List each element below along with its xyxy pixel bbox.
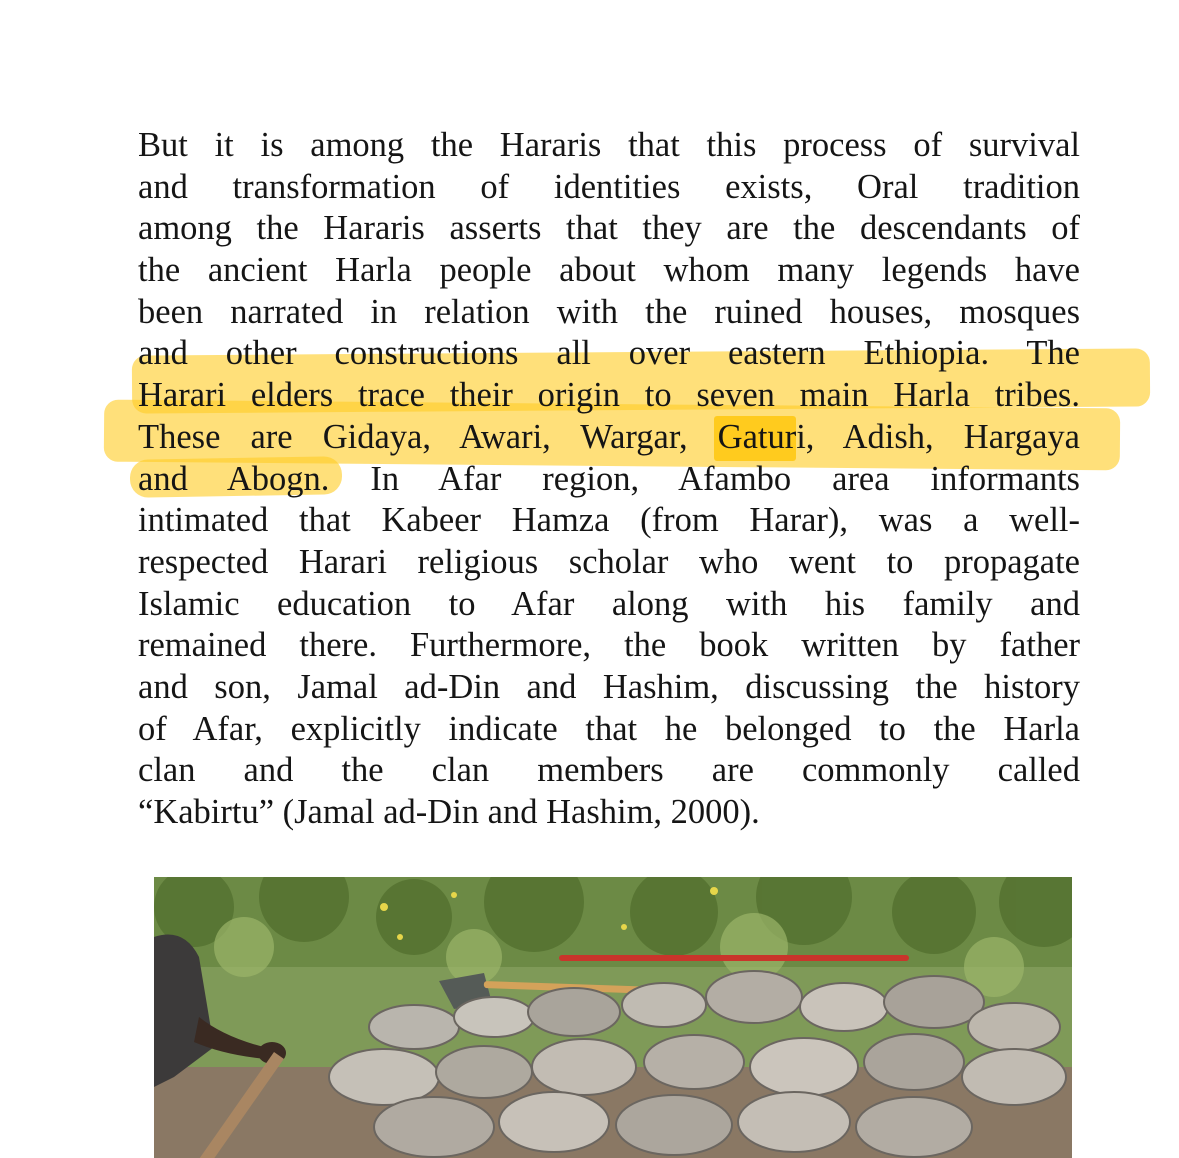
paragraph-line: respected Harari religious scholar who went to propagate — [138, 542, 1080, 581]
paragraph-line: “Kabirtu” (Jamal ad-Din and Hashim, 2000). — [138, 793, 760, 831]
paragraph-line: Harari elders trace their origin to seven main Harla tribes. — [138, 376, 1080, 415]
stone-pile-photo — [154, 877, 1072, 1158]
paragraph-line: among the Hararis asserts that they are the descendants of — [138, 209, 1080, 248]
body-paragraph — [138, 125, 1080, 834]
paragraph-line: These are Gidaya, Awari, Wargar, Gaturi, Adish, Hargaya — [138, 417, 1080, 456]
paragraph-line: the ancient Harla people about whom many legends have — [138, 251, 1080, 290]
paragraph-line: and Abogn. In Afar region, Afambo area informants — [138, 459, 1080, 498]
paragraph-line: intimated that Kabeer Hamza (from Harar), was a well- — [138, 501, 1080, 540]
paragraph-line: and son, Jamal ad-Din and Hashim, discussing the history — [138, 667, 1080, 706]
paragraph-line: been narrated in relation with the ruined houses, mosques — [138, 292, 1080, 331]
paragraph-line: and other constructions all over eastern Ethiopia. The — [138, 334, 1080, 373]
paragraph-line: remained there. Furthermore, the book written by father — [138, 626, 1080, 665]
paragraph-line: But it is among the Hararis that this process of survival — [138, 126, 1080, 164]
paragraph-line: Islamic education to Afar along with his family and — [138, 584, 1080, 623]
paragraph-line: of Afar, explicitly indicate that he belonged to the Harla — [138, 709, 1080, 748]
paragraph-line: clan and the clan members are commonly called — [138, 751, 1080, 790]
paragraph-line: and transformation of identities exists, Oral tradition — [138, 167, 1080, 206]
